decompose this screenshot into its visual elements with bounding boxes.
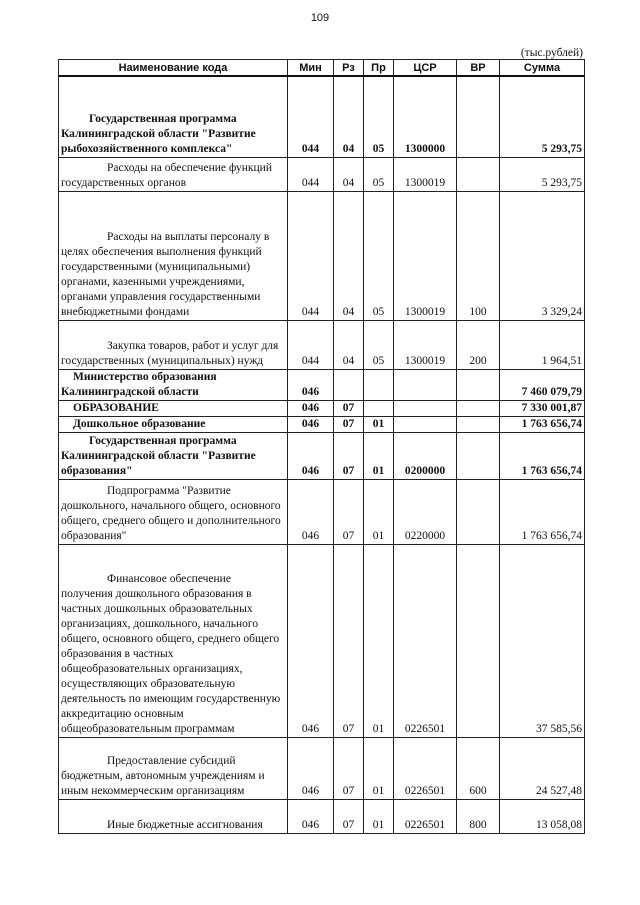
row-min: 046 xyxy=(288,479,334,544)
table-row xyxy=(59,799,585,833)
row-min: 046 xyxy=(288,369,334,400)
row-name: Иные бюджетные ассигнования xyxy=(59,799,288,833)
row-csr xyxy=(394,400,457,416)
row-rz: 07 xyxy=(334,799,364,833)
row-pr: 01 xyxy=(364,416,394,432)
row-sum: 24 527,48 xyxy=(500,737,585,799)
unit-label: (тыс.рублей) xyxy=(520,47,583,59)
row-min: 046 xyxy=(288,416,334,432)
row-pr: 05 xyxy=(364,320,394,369)
row-sum: 1 964,51 xyxy=(500,320,585,369)
table-row xyxy=(59,416,585,432)
row-name: Расходы на обеспечение функций государственных органов xyxy=(59,157,288,191)
row-csr: 0226501 xyxy=(394,737,457,799)
row-sum: 1 763 656,74 xyxy=(500,479,585,544)
row-name: Подпрограмма "Развитие дошкольного, начального общего, основного общего, среднего общего и дополнительного образования" xyxy=(59,479,288,544)
row-sum: 13 058,08 xyxy=(500,799,585,833)
row-name: Министерство образования Калининградской области xyxy=(59,369,288,400)
row-name: Государственная программа Калининградской области "Развитие рыбохозяйственного комплекса" xyxy=(59,76,288,157)
row-min: 044 xyxy=(288,76,334,157)
row-pr: 01 xyxy=(364,432,394,479)
row-vr xyxy=(457,369,500,400)
header-rz: Рз xyxy=(334,60,364,77)
row-csr xyxy=(394,416,457,432)
header-csr: ЦСР xyxy=(394,60,457,77)
table-row xyxy=(59,432,585,479)
header-vr: ВР xyxy=(457,60,500,77)
row-vr xyxy=(457,544,500,737)
row-pr xyxy=(364,369,394,400)
row-csr: 0220000 xyxy=(394,479,457,544)
header-min: Мин xyxy=(288,60,334,77)
table-row xyxy=(59,76,585,157)
header-name: Наименование кода xyxy=(59,60,288,77)
row-min: 044 xyxy=(288,191,334,320)
row-sum: 1 763 656,74 xyxy=(500,432,585,479)
row-vr xyxy=(457,432,500,479)
row-pr: 01 xyxy=(364,544,394,737)
row-sum: 37 585,56 xyxy=(500,544,585,737)
row-vr xyxy=(457,416,500,432)
row-rz: 07 xyxy=(334,400,364,416)
row-pr: 05 xyxy=(364,76,394,157)
row-name: Расходы на выплаты персоналу в целях обеспечения выполнения функций государственными (муниципальными) органами, казенными учреждениями, органами управления государственными внебюджетными фондами xyxy=(59,191,288,320)
row-name: Дошкольное образование xyxy=(59,416,288,432)
row-csr: 1300000 xyxy=(394,76,457,157)
row-min: 046 xyxy=(288,432,334,479)
row-sum: 7 460 079,79 xyxy=(500,369,585,400)
row-name: Финансовое обеспечение получения дошкольного образования в частных дошкольных образовательных организациях, дошкольного, начального общего, основного общего, среднего общего образования в частных общеобразовательных организациях, осуществляющих образовательную деятельность по имеющим государственную аккредитацию основным общеобразовательным программам xyxy=(59,544,288,737)
table-row xyxy=(59,320,585,369)
row-sum: 5 293,75 xyxy=(500,157,585,191)
row-name: Предоставление субсидий бюджетным, автономным учреждениям и иным некоммерческим организациям xyxy=(59,737,288,799)
row-csr: 1300019 xyxy=(394,191,457,320)
row-rz: 07 xyxy=(334,416,364,432)
row-vr: 100 xyxy=(457,191,500,320)
row-pr xyxy=(364,400,394,416)
row-rz: 07 xyxy=(334,479,364,544)
row-vr xyxy=(457,76,500,157)
row-rz: 04 xyxy=(334,76,364,157)
row-rz: 07 xyxy=(334,432,364,479)
row-csr: 1300019 xyxy=(394,157,457,191)
row-pr: 01 xyxy=(364,799,394,833)
table-header-row xyxy=(59,60,585,77)
row-name: ОБРАЗОВАНИЕ xyxy=(59,400,288,416)
row-csr: 0200000 xyxy=(394,432,457,479)
row-min: 046 xyxy=(288,544,334,737)
row-sum: 7 330 001,87 xyxy=(500,400,585,416)
table-row xyxy=(59,191,585,320)
row-rz xyxy=(334,369,364,400)
row-csr xyxy=(394,369,457,400)
row-pr: 01 xyxy=(364,737,394,799)
row-sum: 1 763 656,74 xyxy=(500,416,585,432)
row-min: 044 xyxy=(288,157,334,191)
row-name: Государственная программа Калининградской области "Развитие образования" xyxy=(59,432,288,479)
row-vr xyxy=(457,400,500,416)
table-row xyxy=(59,479,585,544)
header-sum: Сумма xyxy=(500,60,585,77)
row-rz: 04 xyxy=(334,320,364,369)
row-sum: 3 329,24 xyxy=(500,191,585,320)
row-vr: 200 xyxy=(457,320,500,369)
row-min: 046 xyxy=(288,799,334,833)
row-min: 046 xyxy=(288,737,334,799)
row-min: 044 xyxy=(288,320,334,369)
row-pr: 05 xyxy=(364,157,394,191)
row-pr: 05 xyxy=(364,191,394,320)
row-min: 046 xyxy=(288,400,334,416)
table-row xyxy=(59,157,585,191)
row-csr: 1300019 xyxy=(394,320,457,369)
row-name: Закупка товаров, работ и услуг для государственных (муниципальных) нужд xyxy=(59,320,288,369)
table-row xyxy=(59,544,585,737)
row-csr: 0226501 xyxy=(394,544,457,737)
row-vr xyxy=(457,479,500,544)
row-rz: 07 xyxy=(334,737,364,799)
row-rz: 04 xyxy=(334,157,364,191)
row-vr: 800 xyxy=(457,799,500,833)
row-sum: 5 293,75 xyxy=(500,76,585,157)
row-rz: 04 xyxy=(334,191,364,320)
table-row xyxy=(59,369,585,400)
table-row xyxy=(59,400,585,416)
row-pr: 01 xyxy=(364,479,394,544)
budget-table xyxy=(58,59,585,834)
page-number: 109 xyxy=(310,12,330,24)
header-pr: Пр xyxy=(364,60,394,77)
table-row xyxy=(59,737,585,799)
row-csr: 0226501 xyxy=(394,799,457,833)
row-vr: 600 xyxy=(457,737,500,799)
row-rz: 07 xyxy=(334,544,364,737)
row-vr xyxy=(457,157,500,191)
